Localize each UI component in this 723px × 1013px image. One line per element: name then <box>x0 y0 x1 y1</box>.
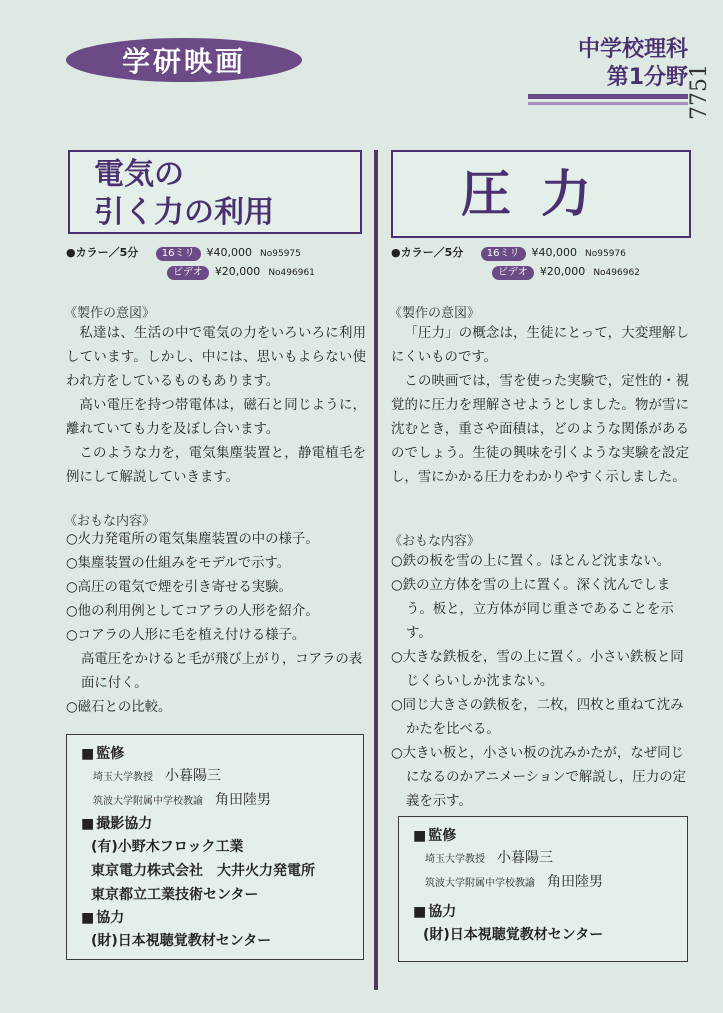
left-contents-list <box>66 528 366 720</box>
left-credits-box <box>66 734 364 960</box>
left-intent-heading: 《製作の意図》 <box>64 306 156 321</box>
right-supervisor-2: 筑波大学附属中学校教諭 角田陸男 <box>425 874 603 890</box>
left-supervisor-1: 埼玉大学教授 小暮陽三 <box>93 768 221 784</box>
list-item: ○鉄の立方体を雪の上に置く。深く沈んでしまう。板と，立方体が同じ重さであることを示す。 <box>391 578 674 641</box>
left-filming-label: ■ 撮影協力 <box>81 813 349 835</box>
right-credits-box <box>398 816 688 962</box>
right-no-video: No496962 <box>593 268 640 278</box>
right-color-duration: ●カラー／5分 <box>391 246 464 259</box>
left-no-video: No496961 <box>268 268 315 278</box>
right-coop-1: (財)日本視聴覚教材センター <box>423 927 604 943</box>
list-item: ○大きい板と，小さい板の沈みかたが，なぜ同じになるのかアニメーションで解説し，圧力の定義を示す。 <box>391 746 686 809</box>
left-title-box <box>68 150 362 234</box>
subject-line1: 中学校理科 <box>577 37 688 62</box>
right-intent-p2: この映画では，雪を使った実験で，定性的・視覚的に圧力を理解させようとしました。物が雪に沈むとき，重さや面積は，どのような関係があるのでしょう。生徒の興味を引くような実験を設定し，雪にかかる圧力をわかりやすく示しました。 <box>391 374 689 485</box>
left-title-line1: 電気の <box>94 157 184 192</box>
list-item: ○他の利用例としてコアラの人形を紹介。 <box>66 604 319 619</box>
left-price-video: ¥20,000 <box>214 265 261 278</box>
left-filming-1: (有)小野木フロック工業 <box>91 839 244 855</box>
left-filming-3: 東京都立工業技術センター <box>91 887 259 903</box>
column-divider <box>374 150 378 990</box>
right-no-film: No95976 <box>585 249 626 259</box>
handwritten-note: 7751 <box>687 64 712 120</box>
right-contents-heading: 《おもな内容》 <box>389 534 481 549</box>
left-media-tag-film: 16ミリ <box>156 247 201 261</box>
left-no-film: No95975 <box>260 249 301 259</box>
right-coop-label: ■ 協力 <box>413 901 673 923</box>
left-intent <box>66 322 366 490</box>
list-item: ○火力発電所の電気集塵装置の中の様子。 <box>66 532 319 547</box>
left-title-line2: 引く力の利用 <box>94 195 274 230</box>
right-price-info <box>391 244 691 282</box>
left-supervisor-2: 筑波大学附属中学校教諭 角田陸男 <box>93 792 271 808</box>
list-item: ○大きな鉄板を，雪の上に置く。小さい鉄板と同じくらいしか沈まない。 <box>391 650 684 689</box>
subject-underline <box>528 94 688 99</box>
right-intent <box>391 322 689 490</box>
list-item: ○集塵装置の仕組みをモデルで示す。 <box>66 556 291 571</box>
left-contents-heading: 《おもな内容》 <box>64 514 156 529</box>
left-intent-p2: 高い電圧を持つ帯電体は，磁石と同じように，離れていても力を及ぼし合います。 <box>66 398 366 437</box>
list-item: ○鉄の板を雪の上に置く。ほとんど沈まない。 <box>391 554 671 569</box>
left-coop-1: (財)日本視聴覚教材センター <box>91 933 272 949</box>
left-intent-p1: 私達は、生活の中で電気の力をいろいろに利用しています。しかし、中には、思いもよらない使われ方をしているものもあります。 <box>66 326 366 389</box>
right-media-tag-video: ビデオ <box>492 266 534 280</box>
list-item: ○コアラの人形に毛を植え付ける様子。 <box>66 628 306 643</box>
right-intent-p1: 「圧力」の概念は，生徒にとって，大変理解しにくいものです。 <box>391 326 689 365</box>
right-supervision-label: ■ 監修 <box>413 825 673 847</box>
right-media-tag-film: 16ミリ <box>481 247 526 261</box>
list-item: ○同じ大きさの鉄板を，二枚，四枚と重ねて沈みかたを比べる。 <box>391 698 684 737</box>
right-title: 圧力 <box>461 165 621 223</box>
left-coop-label: ■ 協力 <box>81 907 349 929</box>
right-supervisor-1: 埼玉大学教授 小暮陽三 <box>425 850 553 866</box>
right-intent-heading: 《製作の意図》 <box>389 306 481 321</box>
right-title-box <box>391 150 691 238</box>
left-filming-2: 東京電力株式会社 大井火力発電所 <box>91 863 315 879</box>
list-item: ○磁石との比較。 <box>66 700 172 715</box>
right-price-film: ¥40,000 <box>531 246 577 259</box>
list-item-note: 高電圧をかけると毛が飛び上がり，コアラの表面に付く。 <box>81 652 363 691</box>
left-intent-p3: このような力を，電気集塵装置と，静電植毛を例にして解説していきます。 <box>66 446 366 485</box>
left-media-tag-video: ビデオ <box>167 266 209 280</box>
left-supervision-label: ■ 監修 <box>81 743 349 765</box>
right-contents-list <box>391 550 689 814</box>
subject-underline-thin <box>528 102 688 105</box>
list-item: ○高圧の電気で煙を引き寄せる実験。 <box>66 580 292 595</box>
left-price-info <box>66 244 366 282</box>
brand-logo: 学研映画 <box>66 38 302 82</box>
subject-label <box>528 36 688 105</box>
left-color-duration: ●カラー／5分 <box>66 246 139 259</box>
left-price-film: ¥40,000 <box>206 246 252 259</box>
right-price-video: ¥20,000 <box>539 265 586 278</box>
subject-line2: 第1分野 <box>606 65 688 90</box>
